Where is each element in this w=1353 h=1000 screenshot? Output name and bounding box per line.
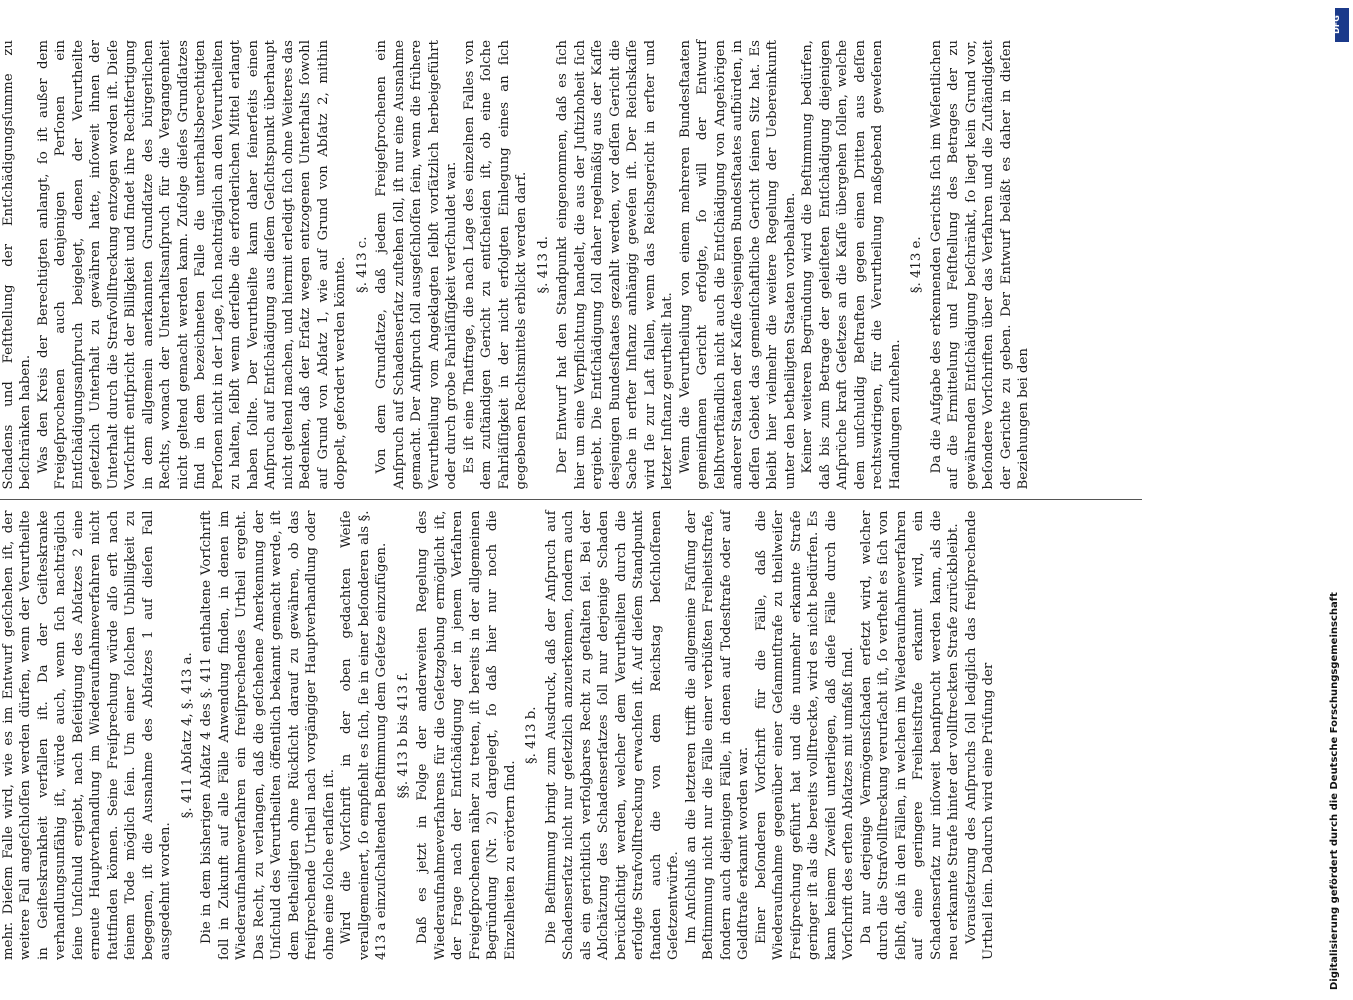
paragraph: Der Entwurf hat den Standpunkt eingenommen, daß es ſich hier um eine Verpflichtung handelt, die aus der Juſtizhoheit ſich ergiebt. Die Entſchädigung ſoll daher regelmäßig aus der Kaſſe desjenigen Bundesſtaates gezahlt werden, vor deſſen Gericht die Sache in erſter Inſtanz anhängig geweſen iſt. Der Reichskaſſe wird ſie zur Laſt fallen, wenn das Reichsgericht in erſter und letzter Inſtanz geurtheilt hat.	[555, 40, 675, 490]
paragraph: Einer beſonderen Vorſchrift für die Fälle, daß die Wiederaufnahme gegenüber einer Geſammtſtrafe zu theilweiſer Freiſprechung geführt hat und die nunmehr erkannte Strafe geringer iſt als die bereits vollſtreckte, wird es nicht bedürfen. Es kann keinem Zweifel unterliegen, daß dieſe Fälle durch die Vorſchrift des erſten Abſatzes mit umfaßt ſind.	[753, 510, 856, 960]
credit-text: Digitalisierung gefördert durch die Deutsche Forschungsgemeinschaft	[1329, 592, 1340, 990]
paragraph: Da die Aufgabe des erkennenden Gerichts ſich im Weſentlichen auf die Ermittelung und Feſtſtellung des Betrages der zu gewährenden Entſchädigung beſchränkt, ſo liegt kein Grund vor, beſondere Vorſchriften über das Verfahren und die Zuſtändigkeit der Gerichte zu geben. Der Entwurf beläßt es daher in dieſen Beziehungen bei den	[928, 40, 1031, 490]
paragraph: Die Beſtimmung bringt zum Ausdruck, daß der Anſpruch auf Schadenserſatz nicht nur geſetzlich anzuerkennen, ſondern auch als ein gerichtlich verfolgbares Recht zu geſtalten ſei. Bei der Abſchätzung des Schadenserſatzes ſoll nur derjenige Schaden berückſichtigt werden, welcher dem Verurtheilten durch die erfolgte Strafvollſtreckung erwachſen iſt. Auf dieſem Standpunkt ſtanden auch die von dem Reichstag beſchloſſenen Geſetzentwürfe.	[543, 510, 681, 960]
paragraph: Von dem Grundſatze, daß jedem Freigeſprochenen ein Anſpruch auf Schadenserſatz zuſtehen ſoll, iſt nur eine Ausnahme gemacht. Der Anſpruch ſoll ausgeſchloſſen ſein, wenn die frühere Verurtheilung vom Angeklagten ſelbſt vorſätzlich herbeigeführt oder durch grobe Fahrläſſigkeit verſchuldet war.	[374, 40, 459, 490]
paragraph: mehr. Dieſem Falle wird, wie es im Entwurf geſchehen iſt, der weitere Fall angeſchloſſen werden dürfen, wenn der Verurtheilte in Geiſteskrankheit verfallen iſt. Da der Geiſteskranke verhandlungsunfähig iſt, würde auch, wenn ſich nachträglich ſeine Unſchuld ergiebt, nach Beſeitigung des Abſatzes 2 eine erneute Hauptverhandlung im Wiederaufnahmeverfahren nicht ſtattfinden können. Seine Freiſprechung würde alſo erſt nach ſeinem Tode möglich ſein. Um einer ſolchen Unbilligkeit zu begegnen, iſt die Ausnahme des Abſatzes 1 auf dieſen Fall ausgedehnt worden.	[0, 510, 173, 960]
paragraph: Im Anſchluß an die letzteren trifft die allgemeine Faſſung der Beſtimmung nicht nur die Fälle einer verbüßten Freiheitsſtrafe, ſondern auch diejenigen Fälle, in denen auf Todesſtrafe oder auf Geldſtrafe erkannt worden war.	[683, 510, 751, 960]
paragraph: Daß es jetzt in Folge der anderweiten Regelung des Wiederaufnahmeverfahrens für die Geſetzgebung ermöglicht iſt, der Frage nach der Entſchädigung der in jenem Verfahren Freigeſprochenen näher zu treten, iſt bereits in der allgemeinen Begründung (Nr. 2) dargelegt, ſo daß hier nur noch die Einzelheiten zu erörtern ſind.	[415, 510, 518, 960]
right-column	[0, 30, 1142, 501]
dfg-logo: DFG	[1335, 8, 1349, 42]
paragraph: Schadens und Feſtſtellung der Entſchädigungsſumme zu beſchränken haben.	[0, 40, 33, 490]
section-heading: §. 413 d.	[535, 236, 551, 294]
rotated-page-content	[0, 30, 1147, 970]
paragraph: Vorausſetzung des Anſpruchs ſoll lediglich das freiſprechende Urtheil ſein. Dadurch wird eine Prüfung der	[963, 510, 996, 960]
left-column	[0, 501, 1142, 971]
paragraph: Wird die Vorſchrift in der oben gedachten Weiſe verallgemeinert, ſo empfiehlt es ſich, ſie in einer beſonderen als §. 413 a einzuſchaltenden Beſtimmung dem Geſetze einzufügen.	[339, 510, 389, 960]
section-heading: §. 413 c.	[354, 236, 370, 293]
paragraph: Keiner weiteren Begründung wird die Beſtimmung bedürfen, daß bis zum Betrage der geleiſteten Entſchädigung diejenigen Anſprüche kraft Geſetzes an die Kaſſe übergehen ſollen, welche dem unſchuldig Beſtraften gegen einen Dritten aus deſſen rechtswidrigen, für die Verurtheilung maßgebend geweſenen Handlungen zuſtehen.	[800, 40, 903, 490]
digitization-credit	[1323, 0, 1353, 1000]
text-columns	[0, 30, 1142, 970]
section-heading: §. 413 e.	[909, 236, 924, 294]
paragraph: Da nur derjenige Vermögensſchaden erſetzt wird, welcher durch die Strafvollſtreckung verurſacht iſt, ſo verſteht es ſich von ſelbſt, daß in den Fällen, in welchen im Wiederaufnahmeverfahren auf eine geringere Freiheitsſtrafe erkannt wird, ein Schadenserſatz nur inſoweit beanſprucht werden kann, als die neu erkannte Strafe hinter der vollſtreckten Strafe zurückbleibt.	[858, 510, 961, 960]
paragraph: Was den Kreis der Berechtigten anlangt, ſo iſt außer dem Freigeſprochenen auch denjenigen Perſonen ein Entſchädigungsanſpruch beigelegt, denen der Verurtheilte geſetzlich Unterhalt zu gewähren hatte, inſoweit ihnen der Unterhalt durch die Strafvollſtreckung entzogen worden iſt. Dieſe Vorſchrift entſpricht der Billigkeit und findet ihre Rechtfertigung in dem allgemein anerkannten Grundſatze des bürgerlichen Rechts, wonach der Unterhaltsanſpruch für die Vergangenheit nicht geltend gemacht werden kann. Zufolge dieſes Grundſatzes ſind in dem bezeichneten Falle die unterhaltsberechtigten Perſonen nicht in der Lage, ſich nachträglich an den Verurtheilten zu halten, ſelbſt wenn derſelbe die erforderlichen Mittel erlangt haben ſollte. Der Verurtheilte kann daher ſeinerſeits einen Anſpruch auf Entſchädigung aus dieſem Geſichtspunkt überhaupt nicht geltend machen, und hiermit erledigt ſich ohne Weiteres das Bedenken, daß der Erſatz wegen entzogenen Unterhalts ſowohl auf Grund von Abſatz 1, wie auf Grund von Abſatz 2, mithin doppelt, gefordert werden könnte.	[35, 40, 348, 490]
section-heading: §§. 413 b bis 413 f.	[395, 672, 411, 799]
section-heading: §. 411 Abſatz 4, §. 413 a.	[179, 652, 195, 819]
paragraph: Es iſt eine Thatfrage, die nach Lage des einzelnen Falles von dem zuſtändigen Gericht zu entſcheiden iſt, ob eine ſolche Fahrläſſigkeit in der nicht erfolgten Einlegung eines an ſich gegebenen Rechtsmittels erblickt werden darf.	[461, 40, 529, 490]
section-heading: §. 413 b.	[524, 706, 539, 764]
paragraph: Wenn die Verurtheilung von einem mehreren Bundesſtaaten gemeinſamen Gericht erfolgte, ſo will der Entwurf ſelbſtverſtändlich nicht auch die Entſchädigung von Angehörigen anderer Staaten der Kaſſe desjenigen Bundesſtaates aufbürden, in deſſen Gebiet das gemeinſchaftliche Gericht ſeinen Sitz hat. Es bleibt hier vielmehr die weitere Regelung der Uebereinkunft unter den betheiligten Staaten vorbehalten.	[677, 40, 798, 490]
paragraph: Die in dem bisherigen Abſatz 4 des §. 411 enthaltene Vorſchrift ſoll in Zukunft auf alle Fälle Anwendung finden, in denen im Wiederaufnahmeverfahren ein freiſprechendes Urtheil ergeht. Das Recht, zu verlangen, daß die geſchehene Anerkennung der Unſchuld des Verurtheilten öffentlich bekannt gemacht werde, iſt dem Betheiligten ohne Rückſicht darauf zu gewähren, ob das freiſprechende Urtheil nach vorgängiger Hauptverhandlung oder ohne eine ſolche erlaſſen iſt.	[199, 510, 337, 960]
